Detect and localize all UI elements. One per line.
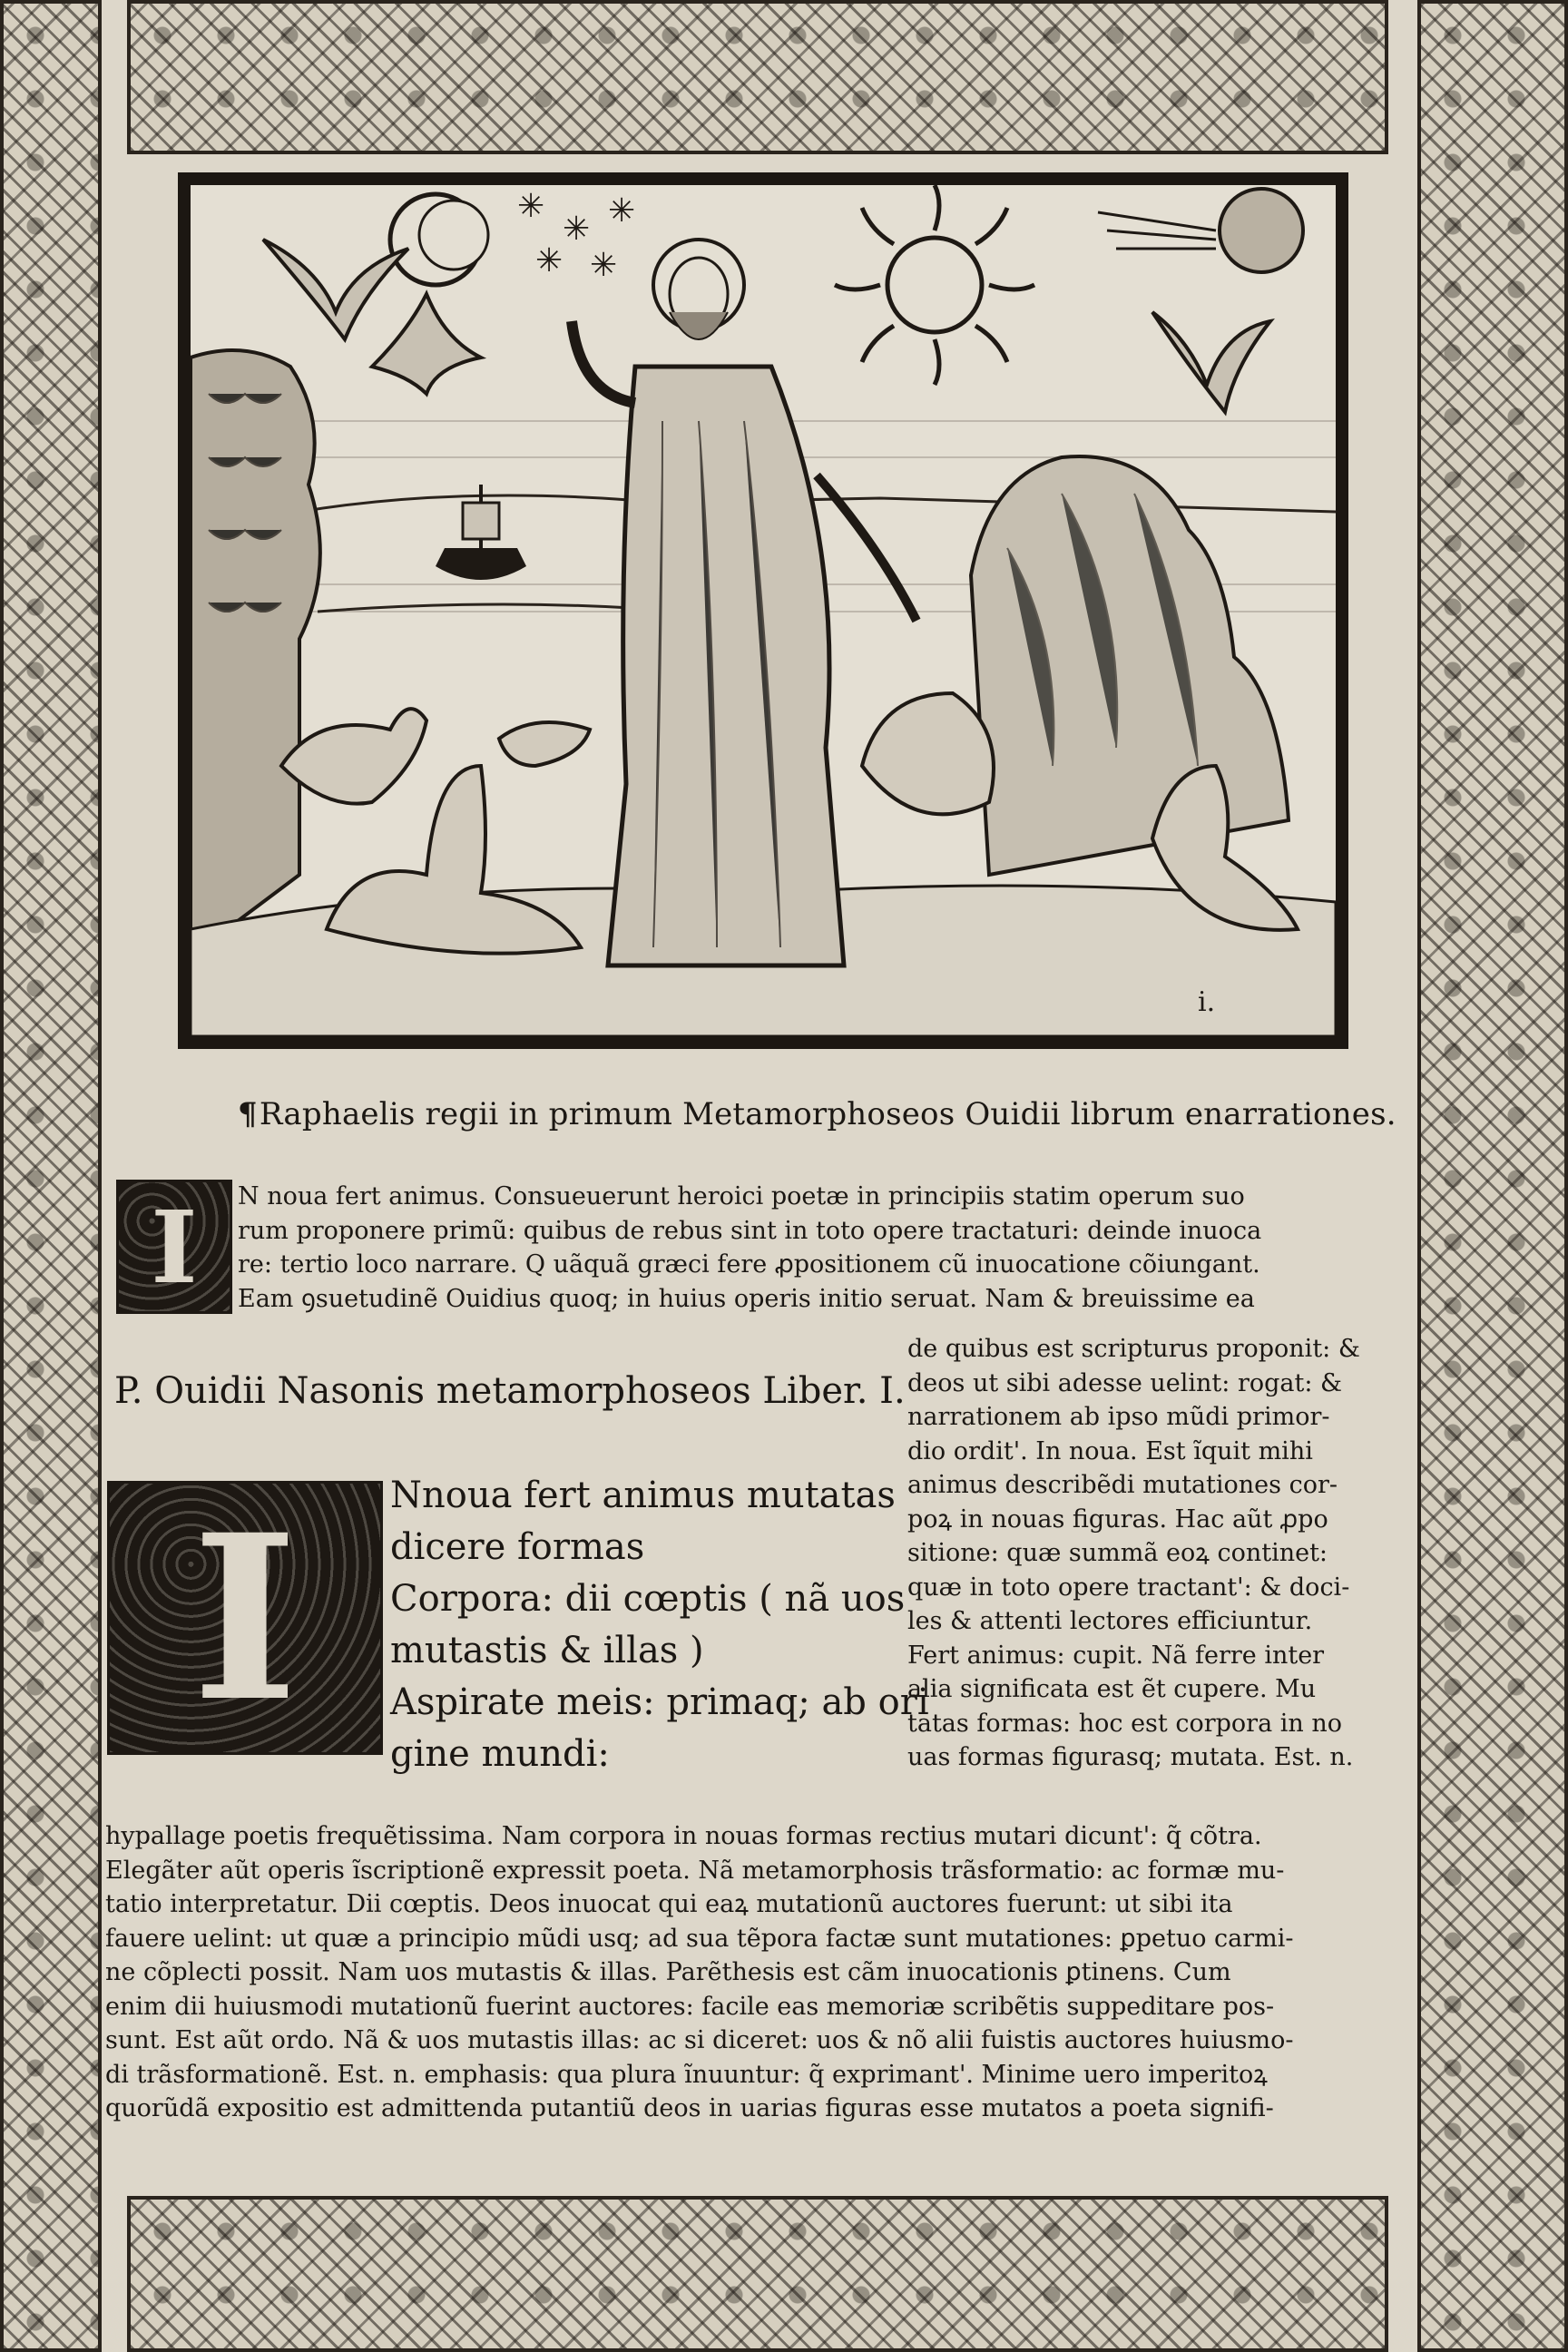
commentary-line: rum proponere primũ: quibus de rebus sint in toto opere tractaturi: deinde inuoca	[238, 1216, 1262, 1245]
side-commentary-line: uas formas figurasq; mutata. Est. n.	[907, 1743, 1354, 1771]
bird-icon	[372, 294, 481, 394]
commentary-line: fauere uelint: ut quæ a principio mũdi usq; ad sua tẽpora factæ sunt mutationes: ꝑpetuo carmi-	[105, 1924, 1294, 1953]
sun-icon	[835, 185, 1034, 385]
side-commentary-line: les & attenti lectores efficiuntur.	[907, 1607, 1313, 1635]
small-animal-icon	[499, 722, 590, 766]
commentary-line: sunt. Est aũt ordo. Nã & uos mutastis illas: ac si diceret: uos & nõ alii fuistis auctores huiusmo-	[105, 2026, 1294, 2054]
commentary-line: tatio interpretatur. Dii cœptis. Deos inuocat qui eaꝝ mutationũ auctores fuerunt: ut sibi ita	[105, 1890, 1233, 1918]
svg-text:✳: ✳	[517, 188, 545, 225]
woodcut-illustration	[191, 185, 1336, 1036]
lion-icon	[862, 693, 994, 814]
creator-figure-icon	[572, 240, 916, 965]
rocky-hill-icon	[971, 456, 1289, 875]
commentary-line: N noua fert animus. Consueuerunt heroici poetæ in principiis statim operum suo	[238, 1182, 1245, 1210]
side-commentary-line: narrationem ab ipso mũdi primor-	[907, 1403, 1330, 1431]
commentary-heading	[238, 1096, 1396, 1132]
svg-text:✳: ✳	[590, 247, 618, 284]
verse-line: Corpora: dii cœptis ( nã uos	[390, 1578, 906, 1620]
commentary-line: hypallage poetis frequẽtissima. Nam corpora in nouas formas rectius mutari dicunt': q̃ cõtra.	[105, 1822, 1262, 1850]
ornamental-border-bottom	[127, 2196, 1388, 2352]
verse-line: Nnoua fert animus mutatas	[390, 1475, 896, 1516]
verse-line: mutastis & illas )	[390, 1630, 704, 1671]
poem-verse	[390, 1470, 929, 1780]
creation-woodcut	[178, 172, 1348, 1049]
commentary-drop-initial: I	[116, 1180, 232, 1314]
heading-text: Raphaelis regii in primum Metamorphoseos Ouidii librum enarrationes.	[259, 1096, 1396, 1132]
side-commentary	[907, 1332, 1416, 1775]
side-commentary-line: deos ut sibi adesse uelint: rogat: &	[907, 1368, 1343, 1397]
commentary-continued	[105, 1819, 1412, 2126]
side-commentary-line: poꝝ in nouas figuras. Hac aũt ꝓpo	[907, 1504, 1328, 1534]
pilcrow-mark: ¶	[238, 1096, 258, 1132]
rabbit-icon	[281, 709, 426, 804]
side-commentary-line: dio ordit'. In noua. Est ĩquit mihi	[907, 1436, 1313, 1465]
commentary-line: Elegãter aũt operis ĩscriptionẽ expressit poeta. Nã metamorphosis trãsformatio: ac formæ mu-	[105, 1856, 1285, 1885]
verse-drop-initial: I	[107, 1481, 383, 1755]
commentary-line: quorũdã expositio est admittenda putantiũ deos in uarias figuras esse mutatos a poeta signifi-	[105, 2094, 1274, 2122]
commentary-intro	[238, 1180, 1408, 1316]
commentary-line: ne cõplecti possit. Nam uos mutastis & illas. Parẽthesis est cãm inuocationis ꝑtinens. Cum	[105, 1958, 1231, 1986]
bird-icon	[263, 240, 408, 339]
left-tree-icon	[191, 350, 320, 929]
commentary-line: Eam ꝯsuetudinẽ Ouidius quoq; in huius operis initio seruat. Nam & breuissime ea	[238, 1284, 1255, 1313]
side-commentary-line: tatas formas: hoc est corpora in no	[907, 1709, 1342, 1738]
commentary-line: di trãsformationẽ. Est. n. emphasis: qua plura ĩnuuntur: q̃ exprimant'. Minime uero imperitoꝝ	[105, 2060, 1268, 2089]
svg-text:✳: ✳	[608, 192, 636, 230]
wind-head-icon	[1220, 189, 1303, 272]
commentary-line: re: tertio loco narrare. Q uãquã græci fere ꝓpositionem cũ inuocatione cõiungant.	[238, 1250, 1260, 1279]
ornamental-border-left	[0, 0, 102, 2352]
ship-icon	[436, 485, 526, 580]
side-commentary-line: animus describẽdi mutationes cor-	[907, 1471, 1338, 1499]
side-commentary-line: Fert animus: cupit. Nã ferre inter	[907, 1641, 1325, 1670]
side-commentary-line: alia significata est ẽt cupere. Mu	[907, 1675, 1317, 1703]
ornamental-border-top	[127, 0, 1388, 154]
woodcut-signature-mark: i.	[1198, 986, 1216, 1018]
bird-icon	[1152, 312, 1270, 412]
verse-line: dicere formas	[390, 1526, 645, 1568]
svg-text:✳: ✳	[535, 242, 564, 279]
side-commentary-line: sitione: quæ summã eoꝝ continet:	[907, 1539, 1328, 1567]
verse-line: gine mundi:	[390, 1733, 610, 1775]
moon-icon	[390, 194, 488, 285]
stars-icon	[517, 188, 635, 284]
commentary-line: enim dii huiusmodi mutationũ fuerint auctores: facile eas memoriæ scribẽtis suppeditare pos-	[105, 1992, 1275, 2021]
ornamental-border-right	[1417, 0, 1568, 2352]
side-commentary-line: de quibus est scripturus proponit: &	[907, 1335, 1360, 1363]
book-title: P. Ouidii Nasonis metamorphoseos Liber. I.	[114, 1370, 906, 1412]
svg-text:✳: ✳	[563, 211, 591, 248]
verse-line: Aspirate meis: primaq; ab ori	[390, 1681, 929, 1723]
side-commentary-line: quæ in toto opere tractant': & doci-	[907, 1573, 1350, 1602]
